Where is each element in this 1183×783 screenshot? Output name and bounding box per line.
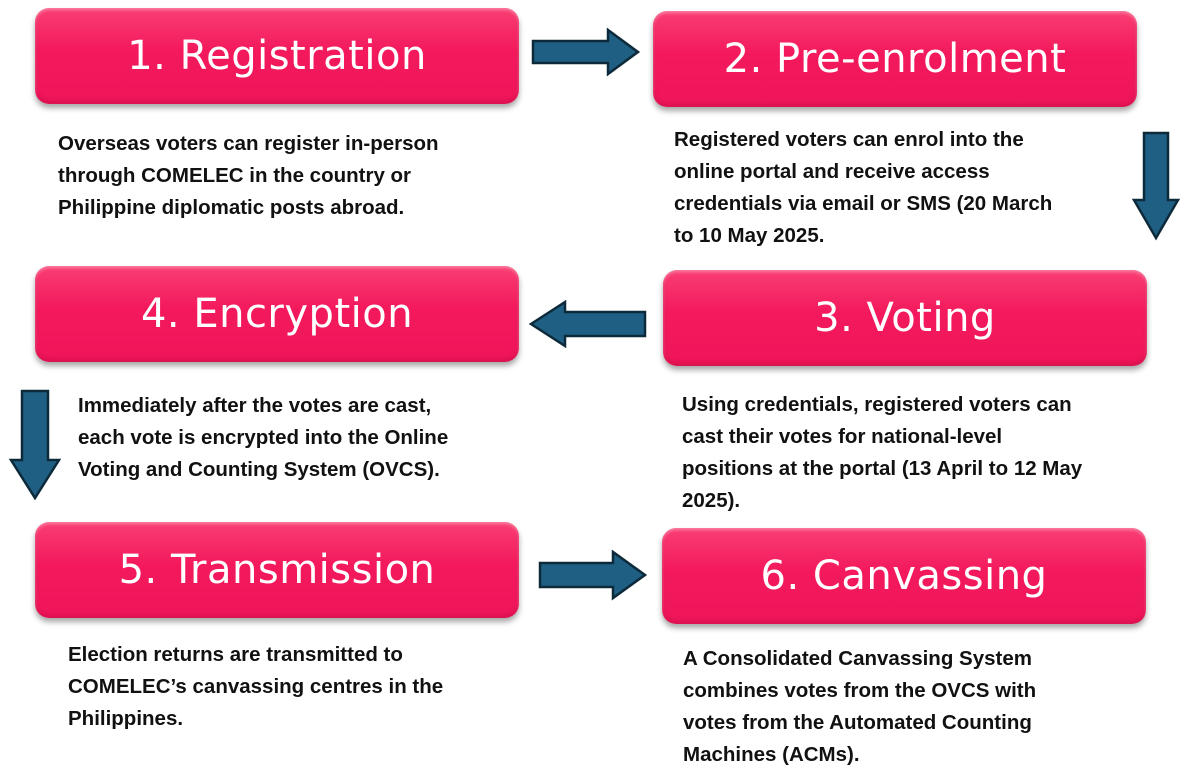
arrow-down-icon (8, 388, 62, 502)
description-line: Using credentials, registered voters can (682, 393, 1072, 416)
step-box-canvassing (662, 528, 1146, 624)
step-description-pre-enrolment (674, 124, 1052, 252)
step-title: 4. Encryption (140, 291, 414, 337)
step-description-voting (682, 389, 1082, 517)
description-line: Immediately after the votes are cast, (78, 394, 432, 417)
description-line: 2025). (682, 489, 741, 512)
step-title: 5. Transmission (118, 547, 436, 593)
description-line: votes from the Automated Counting (683, 711, 1032, 734)
description-line: online portal and receive access (674, 160, 990, 183)
description-line: to 10 May 2025. (674, 224, 825, 247)
description-line: A Consolidated Canvassing System (683, 647, 1032, 670)
description-line: credentials via email or SMS (20 March (674, 192, 1053, 215)
description-line: through COMELEC in the country or (58, 164, 412, 187)
description-line: Election returns are transmitted to (68, 643, 403, 666)
step-description-canvassing (683, 643, 1036, 771)
description-line: COMELEC’s canvassing centres in the (68, 675, 444, 698)
step-box-encryption (35, 266, 519, 362)
step-box-voting (663, 270, 1147, 366)
step-title: 2. Pre-enrolment (723, 36, 1067, 82)
description-line: Philippines. (68, 707, 184, 730)
arrow-down-icon (1131, 130, 1181, 242)
step-description-transmission (68, 639, 443, 735)
step-box-registration (35, 8, 519, 104)
step-box-transmission (35, 522, 519, 618)
description-line: combines votes from the OVCS with (683, 679, 1037, 702)
step-title: 6. Canvassing (760, 553, 1048, 599)
step-box-pre-enrolment (653, 11, 1137, 107)
step-description-registration (58, 128, 439, 224)
step-title: 1. Registration (127, 33, 427, 79)
description-line: Machines (ACMs). (683, 743, 860, 766)
arrow-right-icon (537, 549, 649, 601)
description-line: positions at the portal (13 April to 12 May (682, 457, 1083, 480)
step-title: 3. Voting (814, 295, 996, 341)
description-line: Philippine diplomatic posts abroad. (58, 196, 405, 219)
arrow-left-icon (527, 299, 649, 349)
description-line: Registered voters can enrol into the (674, 128, 1024, 151)
step-description-encryption (78, 390, 448, 486)
description-line: each vote is encrypted into the Online (78, 426, 449, 449)
arrow-right-icon (530, 27, 642, 77)
description-line: cast their votes for national-level (682, 425, 1003, 448)
description-line: Overseas voters can register in-person (58, 132, 439, 155)
description-line: Voting and Counting System (OVCS). (78, 458, 440, 481)
